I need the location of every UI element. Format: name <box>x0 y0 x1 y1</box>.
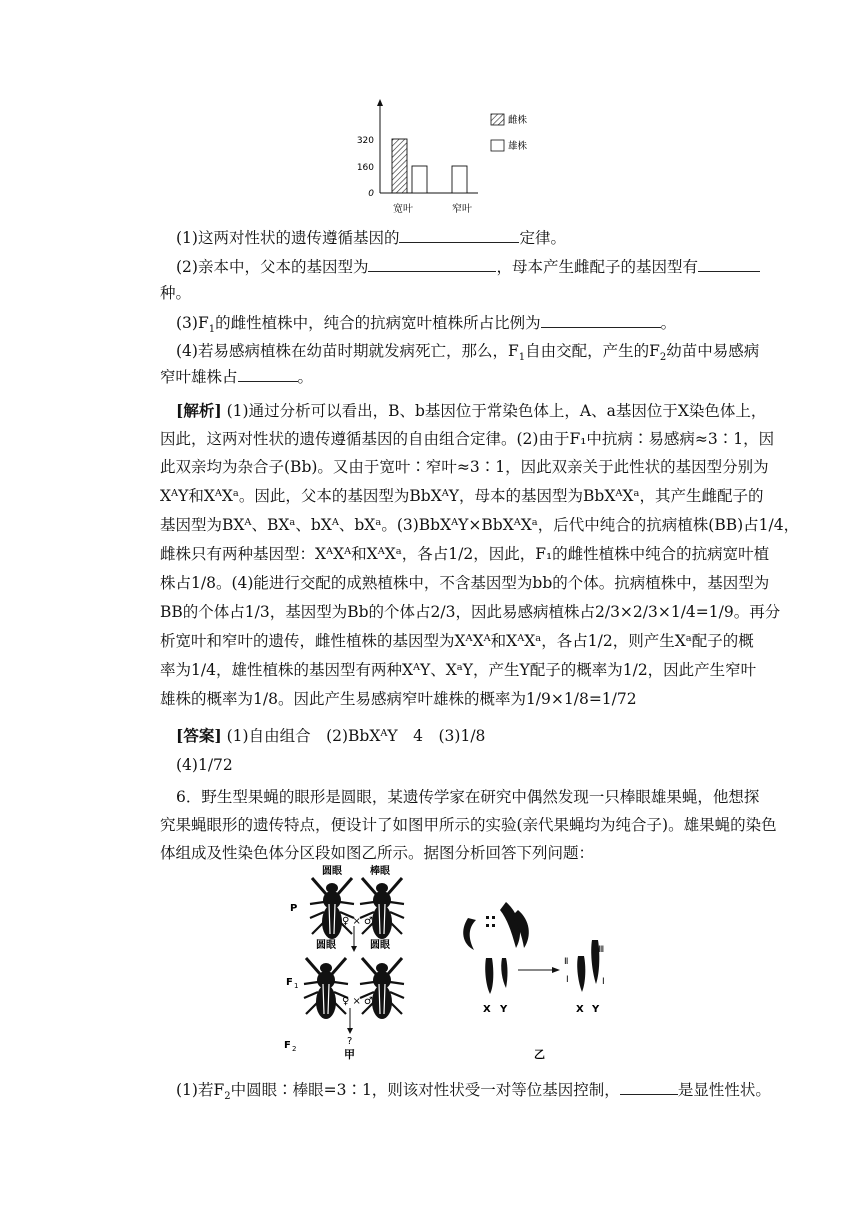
analysis-line-9: 析宽叶和窄叶的遗传，雌性植株的基因型为XᴬXᴬ和XᴬXᵃ，各占1/2，则产生Xᵃ配子的概 <box>160 632 754 650</box>
chromosome-curved-1 <box>463 918 476 950</box>
chromosome-dot-2 <box>492 916 495 919</box>
q4-text: (4)若易感病植株在幼苗时期就发病死亡，那么，F <box>176 342 519 360</box>
legend-swatch-female <box>491 114 504 125</box>
x-tick-wide-leaf: 宽叶 <box>393 204 413 215</box>
x-tick-narrow-leaf: 窄叶 <box>452 204 472 215</box>
question-2-cont <box>160 283 191 303</box>
label-region-I-left: Ⅰ <box>566 975 569 985</box>
q4-sub-2: 2 <box>659 352 667 364</box>
label-y-left: Y <box>500 1004 508 1015</box>
q1-tail: 定律。 <box>519 229 566 247</box>
q4-sub-1: 1 <box>518 352 526 364</box>
analysis-line-5: 基因型为BXᴬ、BXᵃ、bXᴬ、bXᵃ。(3)BbXᴬY×BbXᴬXᵃ，后代中纯合的抗病植株(BB)占1/4， <box>160 516 800 534</box>
analysis-line-10: 率为1/4，雄性植株的基因型有两种XᴬY、XᵃY，产生Y配子的概率为1/2，因此产生窄叶 <box>160 661 757 679</box>
label-region-II: Ⅱ <box>564 957 569 967</box>
y-tick-320: 320 <box>356 136 374 146</box>
analysis-line-6: 雌株只有两种基因型：XᴬXᴬ和XᴬXᵃ，各占1/2，因此，F₁的雌性植株中纯合的抗病宽叶植 <box>160 545 770 563</box>
analysis-line-1 <box>176 401 766 421</box>
question-2 <box>176 257 760 277</box>
question-1 <box>176 228 566 248</box>
y-tick-0: 0 <box>368 189 374 199</box>
label-F1-sub: 1 <box>294 982 299 990</box>
q6-1-text: (1)若F <box>176 1081 225 1099</box>
q2-text: (2)亲本中，父本的基因型为 <box>176 258 369 276</box>
x-chromosome-right <box>577 956 585 992</box>
question-4 <box>176 341 760 364</box>
q6-1-sub: 2 <box>224 1091 231 1103</box>
x-chromosome-left <box>485 958 493 994</box>
answer-tag: [答案] <box>176 726 222 745</box>
q1-blank[interactable] <box>399 228 519 243</box>
legend-swatch-male <box>491 140 504 151</box>
p-label-bar-eye: 棒眼 <box>370 866 390 877</box>
analysis-line-7: 株占1/8。(4)能进行交配的成熟植株中，不含基因型为bb的个体。抗病植株中，基因型为 <box>160 574 770 592</box>
legend-label-female: 雌株 <box>508 115 528 126</box>
p-male-fly-icon <box>360 878 404 939</box>
q6-line-2: 究果蝇眼形的遗传特点，便设计了如图甲所示的实验(亲代果蝇均为纯合子)。雄果蝇的染色 <box>160 816 777 834</box>
q6-line-1: 6．野生型果蝇的眼形是圆眼，某遗传学家在研究中偶然发现一只棒眼雄果蝇，他想探 <box>176 788 760 806</box>
bar-female-wide-leaf <box>392 139 407 193</box>
chromosome-dot-1 <box>486 916 489 919</box>
label-F2: F <box>284 1040 291 1051</box>
p-label-round-eye: 圆眼 <box>322 866 342 877</box>
p-arrow-head <box>351 946 357 952</box>
q6-sub-1 <box>176 1080 771 1103</box>
f1-label-round-eye-1: 圆眼 <box>316 940 336 951</box>
chromosome-curved-2 <box>500 902 520 948</box>
question-4-cont <box>160 367 313 387</box>
bar-male-wide-leaf <box>412 166 427 193</box>
legend-label-male: 雄株 <box>508 141 528 152</box>
q3-sub: 1 <box>208 324 216 336</box>
y-axis-arrow <box>377 99 383 106</box>
analysis-line-4: XᴬY和XᴬXᵃ。因此，父本的基因型为BbXᴬY，母本的基因型为BbXᴬXᵃ，其产生雌配子的 <box>160 487 764 505</box>
label-region-I-right: Ⅰ <box>602 977 605 987</box>
q2-blank-2[interactable] <box>698 257 760 272</box>
analysis-line-2: 因此，这两对性状的遗传遵循基因的自由组合定律。(2)由于F₁中抗病∶易感病≈3∶1，因 <box>160 430 775 448</box>
fruit-fly-figure <box>270 862 630 1072</box>
analysis-line-11: 雄株的概率为1/8。因此产生易感病窄叶雄株的概率为1/9×1/8=1/72 <box>160 690 637 708</box>
chromosome-dot-4 <box>492 924 495 927</box>
label-y-right: Y <box>592 1004 600 1015</box>
chromosome-dot-3 <box>486 924 489 927</box>
answer-line-1 <box>176 726 485 746</box>
leaf-shape-bar-chart <box>340 96 540 221</box>
q4-blank[interactable] <box>238 367 298 382</box>
bar-male-narrow-leaf <box>452 166 467 193</box>
q2-tail: 种。 <box>160 284 192 302</box>
q3-text-2: 的雌性植株中，纯合的抗病宽叶植株所占比例为 <box>215 314 541 332</box>
label-F2-sub: 2 <box>292 1045 297 1053</box>
transform-arrow-head <box>552 967 560 973</box>
q4-tail: 。 <box>297 368 314 386</box>
analysis-tag: [解析] <box>176 401 222 420</box>
figure-label-jia: 甲 <box>344 1048 355 1061</box>
analysis-line-3: 此双亲均为杂合子(Bb)。又由于宽叶∶窄叶≈3∶1，因此双亲关于此性状的基因型分别为 <box>160 458 769 476</box>
q3-tail: 。 <box>660 314 677 332</box>
answer-line-2: (4)1/72 <box>176 756 233 774</box>
f1-cross-symbol: ♀ × ♂ <box>342 996 374 1007</box>
analysis-line-8: BB的个体占1/3，基因型为Bb的个体占2/3，因此易感病植株占2/3×2/3×1/4=1/9。再分 <box>160 603 781 621</box>
q4-text-2: 自由交配，产生的F <box>525 342 660 360</box>
label-x-left: X <box>483 1004 491 1015</box>
q4-text-3: 幼苗中易感病 <box>666 342 760 360</box>
q3-blank[interactable] <box>541 313 661 328</box>
figure-label-yi: 乙 <box>534 1048 545 1061</box>
question-3 <box>176 313 677 336</box>
q2-blank-1[interactable] <box>368 257 496 272</box>
y-chromosome-left <box>501 958 507 988</box>
analysis-text-1: (1)通过分析可以看出，B、b基因位于常染色体上，A、a基因位于X染色体上， <box>226 402 767 420</box>
label-x-right: X <box>576 1004 584 1015</box>
label-region-III: Ⅲ <box>598 945 605 955</box>
p-cross-symbol: ♀ × ♂ <box>342 916 374 927</box>
f1-arrow-head <box>347 1028 353 1034</box>
label-F1: F <box>286 977 293 988</box>
q2-text-2: ，母本产生雌配子的基因型有 <box>496 258 698 276</box>
f1-male-fly-icon <box>360 958 404 1019</box>
q6-line-3: 体组成及性染色体分区段如图乙所示。据图分析回答下列问题： <box>160 844 595 862</box>
q6-1-text-2: 中圆眼∶棒眼=3∶1，则该对性状受一对等位基因控制， <box>230 1081 620 1099</box>
q6-1-tail: 是显性性状。 <box>677 1081 771 1099</box>
answer-text-1: (1)自由组合 (2)BbXᴬY 4 (3)1/8 <box>226 727 486 745</box>
p-female-fly-icon <box>310 878 354 939</box>
f2-question-mark: ? <box>347 1036 353 1047</box>
q4-text-4: 窄叶雄株占 <box>160 368 238 386</box>
q1-text: (1)这两对性状的遗传遵循基因的 <box>176 229 400 247</box>
f1-label-round-eye-2: 圆眼 <box>370 940 390 951</box>
f1-female-fly-icon <box>304 958 348 1019</box>
y-tick-160: 160 <box>356 163 374 173</box>
q3-text: (3)F <box>176 314 209 332</box>
q6-1-blank[interactable] <box>620 1080 678 1095</box>
label-P: P <box>290 903 298 914</box>
